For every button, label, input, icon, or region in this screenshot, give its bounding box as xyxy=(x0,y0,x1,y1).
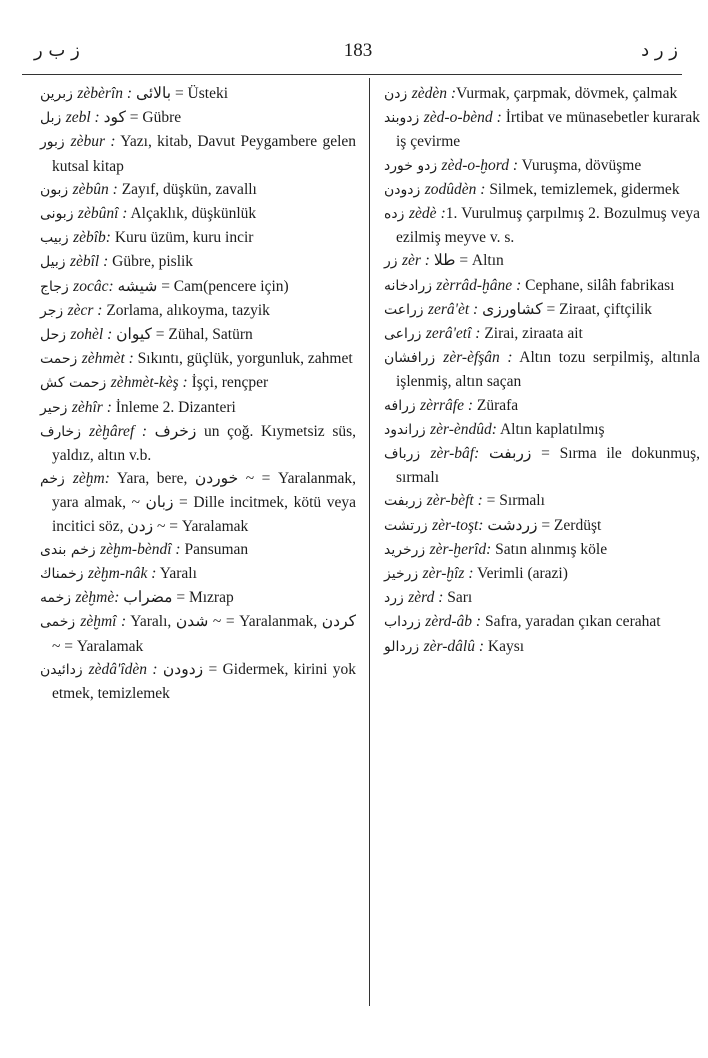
entry-definition: Yazı, kitab, Davut Peygambere gelen kutsal kitap xyxy=(52,133,357,175)
entry-transliteration: zèr : xyxy=(401,252,430,270)
entry-arabic-headword: زده xyxy=(384,206,409,223)
entry-transliteration: zèr-bâf: xyxy=(430,445,480,463)
entry-definition: İşçi, rençper xyxy=(187,374,269,392)
entry-arabic-headword: زبيب xyxy=(40,230,74,247)
dictionary-entry xyxy=(40,538,356,562)
entry-transliteration: zèrd : xyxy=(408,589,444,607)
dictionary-entry xyxy=(384,418,700,442)
entry-definition: Zürafa xyxy=(473,396,519,414)
entry-arabic-headword: زحمت كش xyxy=(40,375,111,392)
entry-arabic-headword: زرد xyxy=(384,590,409,607)
entry-arabic-headword: زجر xyxy=(40,302,68,319)
entry-transliteration: zerâ'èt : xyxy=(427,300,479,318)
entry-transliteration: zèbûnî : xyxy=(77,205,128,223)
entry-arabic-headword: زر xyxy=(384,253,402,270)
entry-definition: Kuru üzüm, kuru incir xyxy=(110,229,254,247)
entry-arabic-headword: زبور xyxy=(40,134,71,151)
dictionary-entry xyxy=(40,658,356,705)
entry-transliteration: zèhîr : xyxy=(71,398,112,416)
entry-definition: كود = Gübre xyxy=(99,109,182,127)
entry-arabic-headword: زجاج xyxy=(40,278,74,295)
dictionary-entry xyxy=(384,106,700,153)
entry-definition: Vurmak, çarpmak, dövmek, çalmak xyxy=(456,85,678,102)
entry-transliteration: zèdèn : xyxy=(411,85,457,102)
entry-definition: Yara, bere, خوردن ~ = Yaralanmak, yara almak, ~ زبان = Dille incitmek, kötü veya incitici söz, زدن ~ = Yaralamak xyxy=(52,470,357,535)
entry-transliteration: zècr : xyxy=(67,301,103,319)
entry-transliteration: zèḫm-bèndî : xyxy=(100,540,181,558)
entry-transliteration: zèd-o-bènd : xyxy=(423,109,502,127)
entry-transliteration: zèr-toşt: xyxy=(432,516,484,534)
entry-transliteration: zèḫmè: xyxy=(75,589,120,607)
dictionary-entry xyxy=(40,420,356,467)
entry-transliteration: zèdè : xyxy=(409,205,446,223)
left-column xyxy=(40,82,356,705)
entry-arabic-headword: زبونى xyxy=(40,206,78,223)
column-divider xyxy=(369,78,370,1006)
entry-definition: Sarı xyxy=(443,589,473,607)
entry-arabic-headword: زردالو xyxy=(384,638,424,655)
entry-transliteration: zèbèrîn : xyxy=(77,85,133,102)
entry-arabic-headword: زبل xyxy=(40,110,66,127)
entry-arabic-headword: زراندود xyxy=(384,421,431,438)
dictionary-entry xyxy=(384,394,700,418)
dictionary-entry xyxy=(384,346,700,393)
entry-definition: Alçaklık, düşkünlük xyxy=(127,205,257,223)
entry-definition: Sıkıntı, güçlük, yorgunluk, zahmet xyxy=(133,350,353,368)
entry-arabic-headword: زخم بندى xyxy=(40,541,101,558)
entry-definition: Zayıf, düşkün, zavallı xyxy=(117,180,257,198)
dictionary-entry xyxy=(384,274,700,298)
entry-definition: Zorlama, alıkoyma, tazyik xyxy=(102,301,270,319)
entry-definition: Vuruşma, dövüşme xyxy=(518,156,642,174)
entry-definition: Zirai, ziraata ait xyxy=(480,325,583,343)
entry-arabic-headword: زبرين xyxy=(40,86,78,102)
entry-arabic-headword: زرافشان xyxy=(384,350,444,367)
entry-arabic-headword: زخمه xyxy=(40,590,76,607)
entry-arabic-headword: زحمت xyxy=(40,351,82,368)
entry-definition: Cephane, silâh fabrikası xyxy=(521,276,675,294)
entry-definition: زخرف un çoğ. Kıymetsiz süs, yaldız, altın v.b. xyxy=(52,422,357,465)
dictionary-entry xyxy=(384,249,700,273)
entry-transliteration: zèrrâd-ḫâne : xyxy=(436,276,522,294)
dictionary-entry xyxy=(40,226,356,250)
entry-arabic-headword: زرخريد xyxy=(384,541,430,558)
dictionary-entry xyxy=(40,586,356,610)
dictionary-entry xyxy=(40,178,356,202)
entry-definition: زربفت = Sırma ile dokunmuş, sırmalı xyxy=(396,445,701,487)
entry-arabic-headword: زبون xyxy=(40,181,73,198)
dictionary-entry xyxy=(384,586,700,610)
entry-arabic-headword: زدائيدن xyxy=(40,661,89,678)
entry-arabic-headword: زرخيز xyxy=(384,566,423,583)
dictionary-entry xyxy=(40,250,356,274)
entry-arabic-headword: زرباف xyxy=(384,446,431,463)
dictionary-entry xyxy=(40,106,356,130)
entry-definition: زردشت = Zerdüşt xyxy=(483,516,602,534)
entry-definition: زدودن = Gidermek, kirini yok etmek, temizlemek xyxy=(52,660,357,703)
dictionary-entry xyxy=(40,323,356,347)
entry-definition: شيشه = Cam(pencere için) xyxy=(113,277,289,295)
entry-transliteration: zèbîl : xyxy=(69,253,109,271)
entry-definition: Safra, yaradan çıkan cerahat xyxy=(481,613,661,631)
entry-definition: Gübre, pislik xyxy=(108,253,194,271)
entry-arabic-headword: زدن xyxy=(384,86,412,102)
entry-transliteration: zèhmèt-kèş : xyxy=(110,374,188,392)
entry-arabic-headword: زربفت xyxy=(384,493,427,510)
entry-arabic-headword: زدوبند xyxy=(384,110,424,127)
dictionary-entry xyxy=(384,610,700,634)
entry-arabic-headword: زرتشت xyxy=(384,517,433,534)
entry-arabic-headword: زراعى xyxy=(384,326,426,343)
dictionary-entry xyxy=(40,299,356,323)
dictionary-entry xyxy=(40,130,356,177)
entry-definition: بالائى = Üsteki xyxy=(132,85,229,102)
dictionary-entry xyxy=(40,82,356,106)
header-rule xyxy=(22,74,682,75)
dictionary-entry xyxy=(384,562,700,586)
entry-arabic-headword: زخم xyxy=(40,471,73,488)
entry-transliteration: zèr-èfşân : xyxy=(443,349,513,367)
dictionary-entry xyxy=(384,514,700,538)
dictionary-entry xyxy=(384,202,700,249)
entry-arabic-headword: زرادخانه xyxy=(384,277,437,294)
entry-transliteration: zèbur : xyxy=(70,133,116,151)
entry-transliteration: zèr-ḫîz : xyxy=(422,565,474,583)
dictionary-entry xyxy=(40,562,356,586)
entry-definition: Satın alınmış köle xyxy=(491,540,608,558)
entry-transliteration: zèr-bèft : xyxy=(426,492,483,510)
entry-definition: كشاورزى = Ziraat, çiftçilik xyxy=(478,300,653,318)
header-right-letters: ز ر د xyxy=(641,40,678,61)
entry-transliteration: zèhmèt : xyxy=(81,350,134,368)
entry-transliteration: zèrd-âb : xyxy=(425,613,482,631)
entry-definition: Kaysı xyxy=(484,637,525,655)
entry-transliteration: zèr-èndûd: xyxy=(430,420,497,438)
dictionary-entry xyxy=(384,442,700,489)
dictionary-entry xyxy=(40,467,356,538)
entry-transliteration: zèd-o-ḫord : xyxy=(441,156,519,174)
entry-arabic-headword: زخمى xyxy=(40,614,81,631)
dictionary-entry xyxy=(40,275,356,299)
entry-transliteration: zerâ'etî : xyxy=(425,325,481,343)
entry-arabic-headword: زراعت xyxy=(384,301,428,318)
entry-arabic-headword: زخمناك xyxy=(40,566,88,583)
entry-transliteration: zèḫmî : xyxy=(80,613,127,631)
entry-transliteration: zocâc: xyxy=(73,277,114,295)
entry-definition: كيوان = Zühal, Satürn xyxy=(112,326,253,344)
entry-transliteration: zodûdèn : xyxy=(424,180,486,198)
entry-definition: Altın tozu serpilmiş, altınla işlenmiş, altın saçan xyxy=(396,349,700,391)
entry-transliteration: zèbûn : xyxy=(72,180,118,198)
entry-transliteration: zèḫâref : xyxy=(89,422,148,440)
header-left-letters: ز ب ر xyxy=(34,40,80,61)
entry-transliteration: zèḫm-nâk : xyxy=(88,565,157,583)
entry-transliteration: zèḫm: xyxy=(72,470,110,488)
dictionary-entry xyxy=(40,396,356,420)
entry-definition: Altın kaplatılmış xyxy=(496,420,605,438)
entry-arabic-headword: زرافه xyxy=(384,397,421,414)
entry-transliteration: zebl : xyxy=(65,109,100,127)
dictionary-entry xyxy=(384,635,700,659)
entry-definition: İrtibat ve münasebetler kurarak iş çevirme xyxy=(396,109,701,151)
entry-transliteration: zèrrâfe : xyxy=(420,396,474,414)
entry-definition: Silmek, temizlemek, gidermek xyxy=(485,180,680,198)
dictionary-entry xyxy=(40,610,356,657)
entry-transliteration: zèr-dâlû : xyxy=(423,637,484,655)
entry-transliteration: zèdâ'îdèn : xyxy=(88,660,158,678)
entry-definition: طلا = Altın xyxy=(429,252,504,270)
entry-definition: = Sırmalı xyxy=(482,492,545,510)
entry-definition: Yaralı, شدن ~ = Yaralanmak, كردن ~ = Yaralamak xyxy=(52,613,356,655)
entry-definition: İnleme 2. Dizanteri xyxy=(111,398,236,416)
entry-arabic-headword: زبيل xyxy=(40,254,70,271)
right-column xyxy=(384,82,700,659)
dictionary-entry xyxy=(384,489,700,513)
dictionary-entry xyxy=(384,154,700,178)
entry-arabic-headword: زحير xyxy=(40,399,72,416)
entry-definition: Pansuman xyxy=(180,540,249,558)
entry-definition: 1. Vurulmuş çarpılmış 2. Bozulmuş veya ezilmiş meyve v. s. xyxy=(396,205,701,247)
entry-arabic-headword: زدو خورد xyxy=(384,157,442,174)
dictionary-entry xyxy=(40,347,356,371)
entry-arabic-headword: زرداب xyxy=(384,614,426,631)
entry-transliteration: zèr-ḫerîd: xyxy=(429,540,492,558)
dictionary-entry xyxy=(384,322,700,346)
dictionary-entry xyxy=(384,82,700,106)
page-number: 183 xyxy=(343,40,373,61)
entry-arabic-headword: زحل xyxy=(40,327,71,344)
dictionary-entry xyxy=(384,178,700,202)
entry-arabic-headword: زدودن xyxy=(384,181,425,198)
dictionary-entry xyxy=(40,371,356,395)
entry-transliteration: zohèl : xyxy=(70,326,113,344)
entry-transliteration: zèbîb: xyxy=(73,229,111,247)
entry-definition: مضراب = Mızrap xyxy=(119,589,234,607)
entry-definition: Verimli (arazi) xyxy=(473,565,568,583)
dictionary-entry xyxy=(40,202,356,226)
dictionary-entry xyxy=(384,538,700,562)
entry-definition: Yaralı xyxy=(156,565,197,583)
entry-arabic-headword: زخارف xyxy=(40,423,90,440)
dictionary-entry xyxy=(384,298,700,322)
